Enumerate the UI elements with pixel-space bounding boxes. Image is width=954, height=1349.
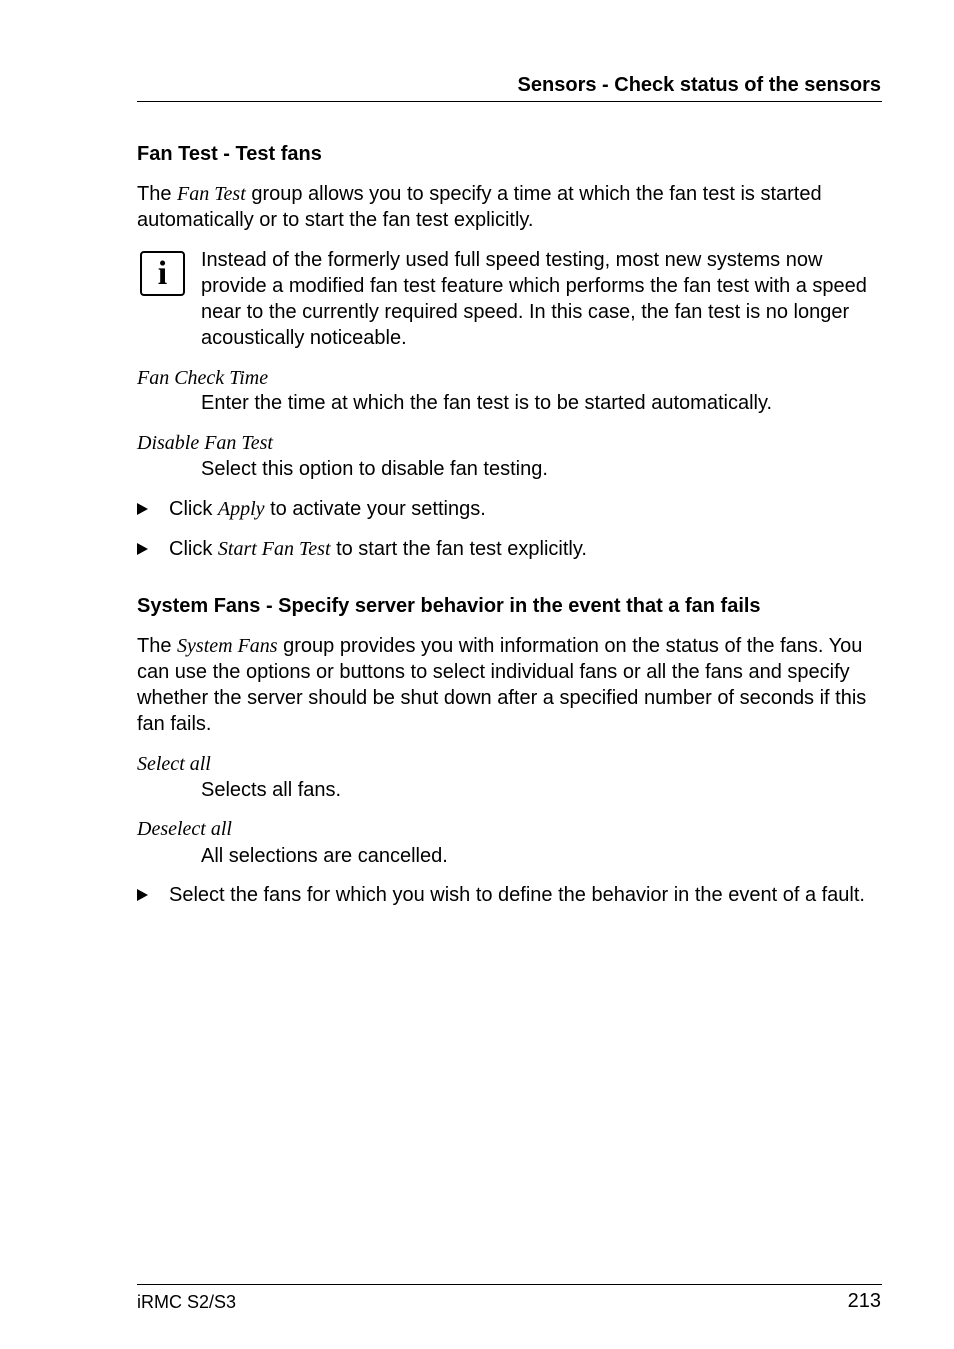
step-text: [169, 536, 882, 562]
fan-test-intro: [137, 181, 882, 233]
step-pre: Click: [169, 498, 218, 520]
term-disable-fan-test: Disable Fan Test: [137, 432, 273, 454]
system-fans-intro: [137, 633, 882, 737]
desc-fan-check-time: Enter the time at which the fan test is to be started automatically.: [201, 392, 773, 414]
step-term-start-fan-test: Start Fan Test: [217, 538, 331, 560]
system-fans-heading: System Fans - Specify server behavior in the event that a fan fails: [137, 595, 761, 617]
step-text: Select the fans for which you wish to define the behavior in the event of a fault.: [169, 884, 865, 906]
term-select-all: Select all: [137, 753, 211, 775]
intro-term: Fan Test: [177, 183, 246, 205]
step-post: to activate your settings.: [264, 498, 486, 520]
header-rule: [137, 101, 882, 102]
step-term-apply: Apply: [217, 498, 265, 520]
step-text: [169, 496, 882, 522]
term-fan-check-time: Fan Check Time: [137, 367, 269, 389]
intro-term: System Fans: [177, 635, 278, 657]
header-title: Sensors - Check status of the sensors: [517, 74, 881, 96]
footer-rule: [137, 1284, 882, 1285]
intro-text-pre: The: [137, 635, 178, 657]
step-post: to start the fan test explicitly.: [330, 538, 587, 560]
intro-text-post: group provides you with information on the status of the fans. You can use the options or buttons to select individual fans or all the fans and specify whether the server should be shut down after a specified number of seconds if this fan fails.: [137, 635, 867, 735]
desc-deselect-all: All selections are cancelled.: [201, 845, 448, 867]
bullet-arrow-icon: [137, 889, 148, 901]
intro-text-post: group allows you to specify a time at which the fan test is started automatically or to start the fan test explicitly.: [137, 183, 822, 231]
bullet-arrow-icon: [137, 543, 148, 555]
desc-select-all: Selects all fans.: [201, 779, 342, 801]
term-deselect-all: Deselect all: [137, 818, 232, 840]
page-number: 213: [847, 1290, 881, 1312]
bullet-arrow-icon: [137, 503, 148, 515]
info-icon: i: [140, 251, 185, 296]
fan-test-heading: Fan Test - Test fans: [137, 143, 322, 165]
footer-product: iRMC S2/S3: [137, 1292, 237, 1312]
desc-disable-fan-test: Select this option to disable fan testing.: [201, 458, 548, 480]
info-note-text: Instead of the formerly used full speed testing, most new systems now provide a modified fan test feature which performs the fan test with a speed near to the currently required speed. In this case, the fan test is no longer acoustically noticeable.: [201, 249, 867, 349]
intro-text-pre: The: [137, 183, 178, 205]
step-pre: Click: [169, 538, 218, 560]
